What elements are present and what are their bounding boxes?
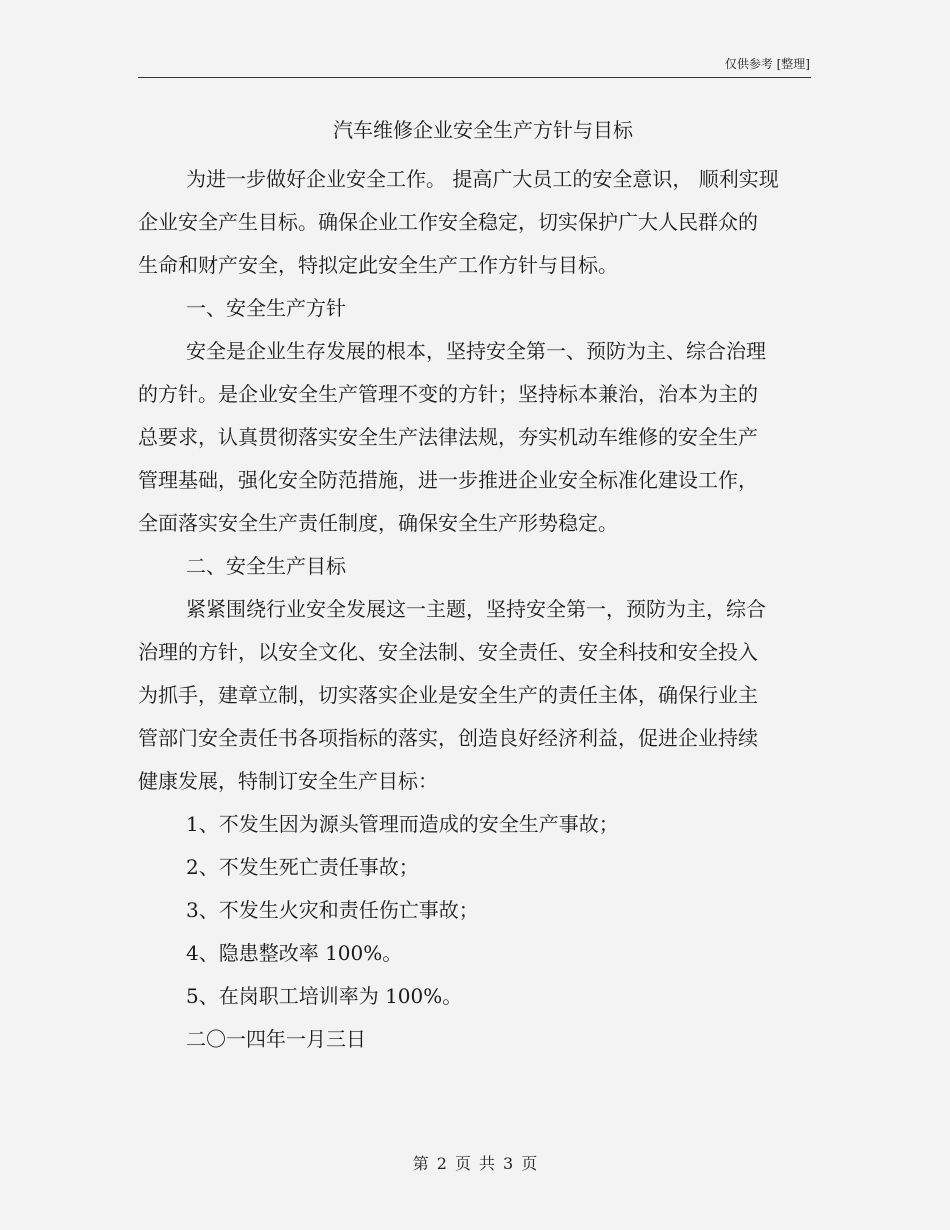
- section2-heading: 二、安全生产目标: [186, 554, 346, 578]
- section1-line: 安全是企业生存发展的根本，坚持安全第一、预防为主、综合治理: [186, 339, 766, 363]
- document-body: [138, 112, 818, 1061]
- document-title: 汽车维修企业安全生产方针与目标: [333, 118, 633, 142]
- header-rule: [138, 77, 811, 78]
- footer-suffix: 页: [521, 1154, 538, 1173]
- goal-item: 5、在岗职工培训率为 100%。: [186, 984, 463, 1008]
- section2-heading-block: [138, 545, 818, 588]
- intro-line: 生命和财产安全，特拟定此安全生产工作方针与目标。: [138, 253, 618, 277]
- section2-line: 健康发展，特制订安全生产目标：: [138, 769, 438, 793]
- section2-line: 紧紧围绕行业安全发展这一主题，坚持安全第一，预防为主，综合: [186, 597, 766, 621]
- document-date: 二〇一四年一月三日: [186, 1027, 366, 1051]
- header-note: 仅供参考 [整理]: [724, 57, 810, 71]
- footer-total-word: 共: [479, 1154, 496, 1173]
- footer-prefix: 第: [412, 1154, 429, 1173]
- section2-line: 管部门安全责任书各项指标的落实，创造良好经济利益，促进企业持续: [138, 726, 758, 750]
- section1-heading: 一、安全生产方针: [186, 296, 346, 320]
- footer-total-pages: 3: [503, 1154, 514, 1173]
- goal-item: 4、隐患整改率 100%。: [186, 941, 403, 965]
- goal-item: 3、不发生火灾和责任伤亡事故；: [186, 898, 479, 922]
- footer-page-word: 页: [454, 1154, 471, 1173]
- footer-current-page: 2: [436, 1154, 447, 1173]
- section1-line: 的方针。是企业安全生产管理不变的方针；坚持标本兼治，治本为主的: [138, 382, 758, 406]
- section1-paragraph: [138, 330, 818, 545]
- section2-line: 治理的方针，以安全文化、安全法制、安全责任、安全科技和安全投入: [138, 640, 758, 664]
- intro-paragraph: [138, 158, 818, 287]
- section1-line: 管理基础，强化安全防范措施，进一步推进企业安全标准化建设工作，: [138, 468, 758, 492]
- section1-line: 总要求，认真贯彻落实安全生产法律法规，夯实机动车维修的安全生产: [138, 425, 758, 449]
- goals-list: [138, 803, 818, 1018]
- intro-line: 为进一步做好企业安全工作。 提高广大员工的安全意识， 顺利实现: [186, 167, 779, 191]
- goal-item: 1、不发生因为源头管理而造成的安全生产事故；: [186, 812, 619, 836]
- section1-heading-block: [138, 287, 818, 330]
- date-block: [138, 1018, 818, 1061]
- section2-paragraph: [138, 588, 818, 803]
- goal-item: 2、不发生死亡责任事故；: [186, 855, 419, 879]
- section2-line: 为抓手，建章立制，切实落实企业是安全生产的责任主体，确保行业主: [138, 683, 758, 707]
- intro-line: 企业安全产生目标。确保企业工作安全稳定，切实保护广大人民群众的: [138, 210, 758, 234]
- section1-line: 全面落实安全生产责任制度，确保安全生产形势稳定。: [138, 511, 618, 535]
- page-number-footer: [0, 1152, 950, 1176]
